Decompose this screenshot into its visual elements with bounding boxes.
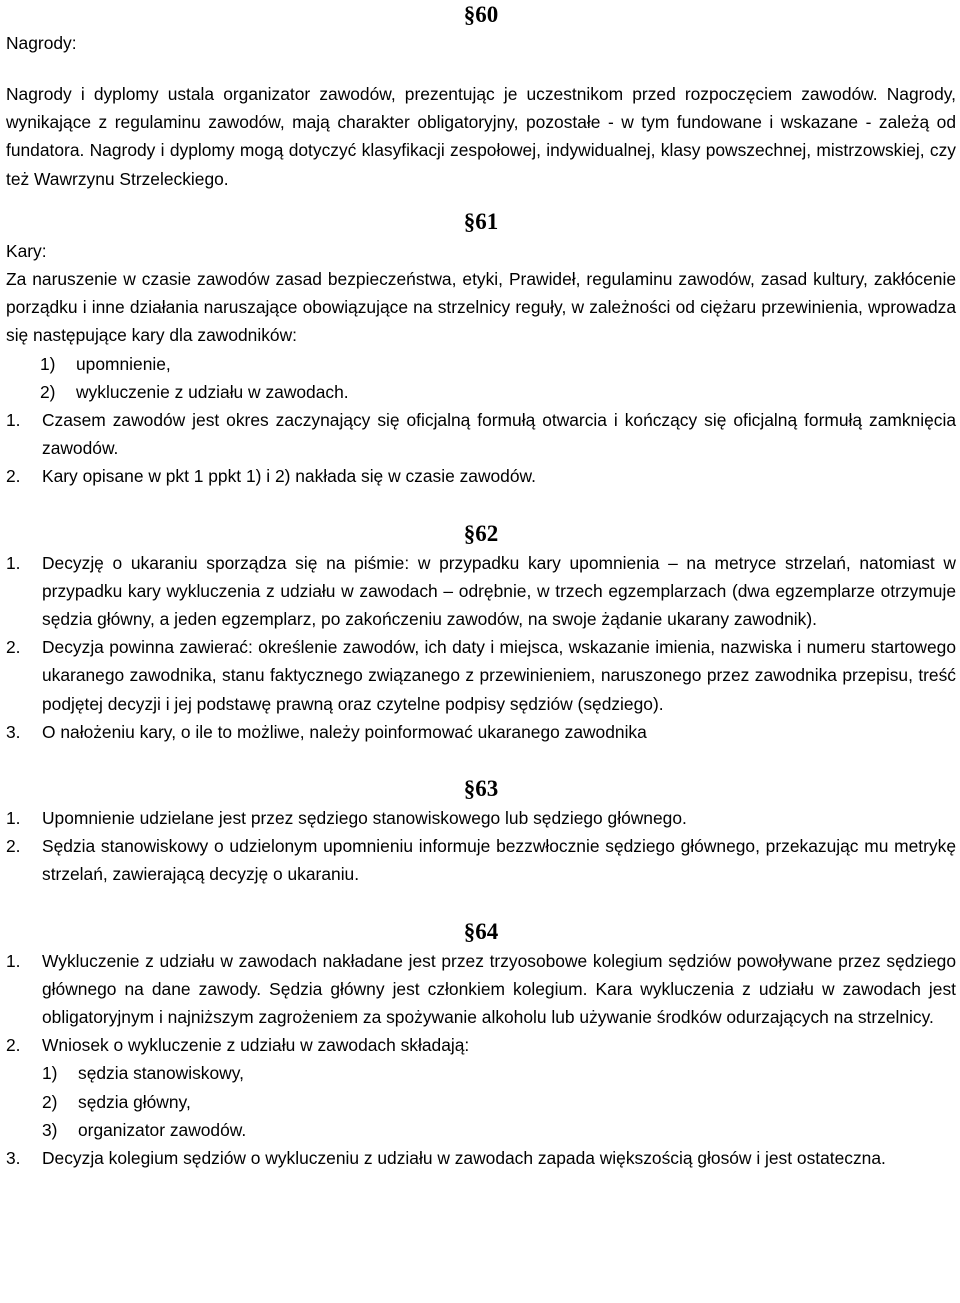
list-text: Sędzia stanowiskowy o udzielonym upomnieniu informuje bezzwłocznie sędziego głównego, przekazując mu metrykę strzelań, zawierającą decyzję o ukaraniu.: [42, 836, 956, 885]
section-heading: Nagrody:: [6, 33, 77, 53]
section-number: §60: [463, 2, 499, 27]
list-number: 1.: [6, 808, 21, 829]
list-number: 2): [40, 381, 56, 402]
list-text: Wniosek o wykluczenie z udziału w zawodach składają:: [42, 1035, 470, 1056]
list-number: 1): [42, 1063, 58, 1084]
list-number: 2): [42, 1091, 58, 1112]
document-page: [6, 0, 956, 1172]
list-text: upomnienie,: [76, 353, 171, 374]
list-item: [6, 1031, 956, 1059]
section-number: §64: [463, 918, 499, 944]
list-number: 2.: [6, 466, 21, 487]
list-item: [6, 718, 956, 746]
list-text: O nałożeniu kary, o ile to możliwe, należy poinformować ukaranego zawodnika: [42, 721, 647, 742]
list-text: Wykluczenie z udziału w zawodach nakładane jest przez trzyosobowe kolegium sędziów powoływane przez sędziego głównego na dane zawody. Sędzia główny jest członkiem kolegium. Kara wykluczenia z udziału w zawodach jest obligatoryjnym i najniższym zagrożeniem za spożywanie alkoholu lub używanie środków odurzających na strzelnicy.: [42, 950, 956, 1028]
list-number: 2.: [6, 1035, 21, 1056]
list-text: sędzia główny,: [78, 1091, 191, 1112]
list-text: Decyzja kolegium sędziów o wykluczeniu z udziału w zawodach zapada większością głosów i jest ostateczna.: [42, 1148, 886, 1169]
section-60-header: [6, 0, 956, 80]
list-number: 1.: [6, 410, 21, 431]
list-item: [42, 1088, 956, 1116]
list-number: 3): [42, 1119, 58, 1140]
list-number: 1.: [6, 950, 21, 971]
list-item: [6, 832, 956, 888]
section-number: §62: [463, 520, 499, 546]
section-number: §63: [463, 776, 499, 802]
section-61-intro: Za naruszenie w czasie zawodów zasad bezpieczeństwa, etyki, Prawideł, regulaminu zawodów, zasad kultury, zakłócenie porządku i inne działania naruszające obowiązujące na strzelnicy reguły, w zależności od ciężaru przewinienia, wprowadza się następujące kary dla zawodników:: [6, 269, 956, 346]
list-text: sędzia stanowiskowy,: [78, 1063, 244, 1084]
list-item: [42, 1116, 956, 1144]
list-text: organizator zawodów.: [78, 1119, 247, 1140]
list-item: [6, 406, 956, 462]
list-number: 2.: [6, 637, 21, 658]
list-number: 3.: [6, 721, 21, 742]
list-item: [6, 947, 956, 1032]
list-number: 2.: [6, 836, 21, 857]
list-text: Kary opisane w pkt 1 ppkt 1) i 2) nakłada się w czasie zawodów.: [42, 466, 536, 487]
list-item: [40, 350, 956, 378]
list-item: [6, 462, 956, 490]
list-item: [6, 1144, 956, 1172]
list-number: 1): [40, 353, 56, 374]
list-item: [6, 804, 956, 832]
list-text: Upomnienie udzielane jest przez sędziego stanowiskowego lub sędziego głównego.: [42, 808, 687, 829]
section-number: §61: [463, 208, 499, 234]
list-item: [6, 633, 956, 718]
list-item: [40, 378, 956, 406]
list-item: [6, 549, 956, 634]
list-text: Decyzję o ukaraniu sporządza się na piśmie: w przypadku kary upomnienia – na metryce strzelań, natomiast w przypadku kary wykluczenia z udziału w zawodach – odrębnie, w trzech egzemplarzach (dwa egzemplarze otrzymuje sędzia główny, a jeden egzemplarz, po zakończeniu zawodów, na swoje żądanie ukarany zawodnik).: [42, 552, 956, 630]
list-text: Czasem zawodów jest okres zaczynający się oficjalną formułą otwarcia i kończący się oficjalną formułą zamknięcia zawodów.: [42, 410, 956, 459]
list-number: 3.: [6, 1148, 21, 1169]
list-number: 1.: [6, 552, 21, 573]
list-text: Decyzja powinna zawierać: określenie zawodów, ich daty i miejsca, wskazanie imienia, nazwiska i numeru startowego ukaranego zawodnika, stanu faktycznego związanego z przewinieniem, naruszonego przez zawodnika przepisu, treść podjętej decyzji i jej podstawę prawną oraz czytelne podpisy sędziów (sędziego).: [42, 637, 956, 714]
list-item: [42, 1059, 956, 1087]
section-heading: Kary:: [6, 240, 47, 261]
section-60-text: Nagrody i dyplomy ustala organizator zawodów, prezentując je uczestnikom przed rozpoczęciem zawodów. Nagrody, wynikające z regulaminu zawodów, mają charakter obligatoryjny, pozostałe - w tym fundowane i wskazane - zależą od fundatora. Nagrody i dyplomy mogą dotyczyć klasyfikacji zespołowej, indywidualnej, klasy powszechnej, mistrzowskiej, czy też Wawrzynu Strzeleckiego.: [6, 84, 956, 189]
list-text: wykluczenie z udziału w zawodach.: [76, 381, 349, 402]
